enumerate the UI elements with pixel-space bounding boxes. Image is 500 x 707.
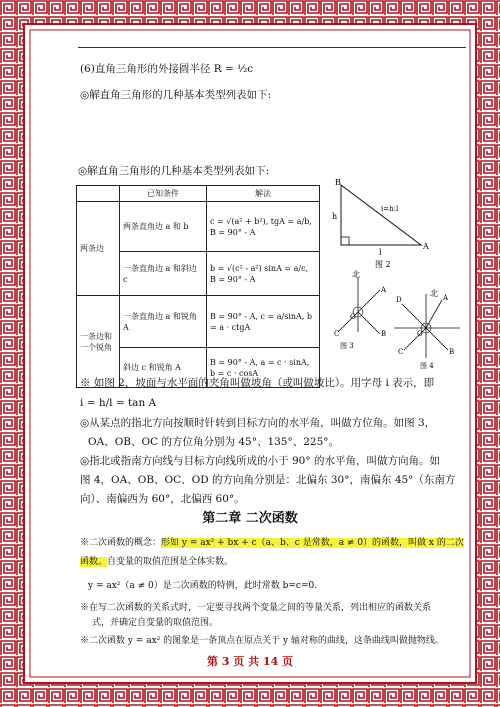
fig4-label-D: D (396, 296, 402, 304)
quadratic-definition (80, 536, 464, 550)
fig4-north-label: 北 (430, 289, 438, 298)
figure-4-direction-diagram (390, 288, 462, 370)
fig3-caption: 图 3 (340, 342, 354, 350)
figure-3-bearing-diagram (330, 270, 390, 350)
table-header-cell: 已知条件 (120, 186, 207, 202)
table-solution-cell: c = √(a² + b²), tgA = a/b, B = 90° - A (207, 202, 320, 252)
fig2-label-A: A (423, 242, 429, 251)
quadratic-domain: 自变量的取值范围是全体实数。 (107, 557, 234, 567)
table-solution-cell: B = 90° - A, a = c · sinA, b = c · cosA (207, 348, 320, 388)
direction-angle-line-2: 图 4，OA、OB、OC、OD 的方向角分别是：北偏东 30°，南偏东 45°（东南方 (80, 474, 456, 486)
table-header-cell: 解法 (207, 186, 320, 202)
fig2-label-h: h (332, 212, 338, 221)
list-intro-2: ◎解直角三角形的几种基本类型列表如下: (78, 165, 270, 177)
list-intro-1: ◎解直角三角形的几种基本类型列表如下: (80, 89, 272, 101)
fig4-label-C: C (398, 348, 404, 356)
quadratic-note-2: 式，并确定自变量的取值范围。 (92, 618, 219, 628)
quadratic-definition-cont (80, 555, 233, 569)
bearing-definition-line-1: ◎从某点的指北方向按顺时针转到目标方向的水平角，叫做方位角。如图 3， (80, 417, 436, 429)
fig4-label-O: O (417, 330, 423, 338)
fig3-label-B: B (381, 330, 387, 338)
quadratic-definition-highlight: 形如 y = ax² + bx + c（a、b、c 是常数，a ≠ 0）的函数，叫做 x 的二次 (161, 538, 464, 548)
table-header-row (77, 186, 320, 202)
fig3-label-A: A (381, 286, 387, 294)
fig2-caption: 图 2 (375, 260, 391, 269)
fig3-label-C: C (334, 330, 340, 338)
figure-2-slope-triangle (325, 175, 430, 270)
direction-angle-line-3: 向）、南偏西为 60°，北偏西 60°。 (80, 493, 245, 505)
table-solution-cell: B = 90° - A, c = a/sinA, b = a · ctgA (207, 296, 320, 348)
fig4-caption: 图 4 (420, 362, 434, 370)
quadratic-definition-highlight-2: 函数。 (80, 557, 108, 567)
solving-right-triangle-table (76, 185, 320, 388)
table-header-cell (77, 186, 120, 202)
fig4-label-B: B (449, 348, 455, 356)
item-6-circumradius: (6)直角三角形的外接圆半径 R = ½c (80, 63, 254, 75)
fig2-label-l: l (379, 248, 382, 257)
slope-formula: i = h/l = tan A (80, 397, 157, 409)
header-rule (78, 47, 466, 48)
chapter-title: 第二章 二次函数 (202, 511, 298, 526)
table-condition-cell: 斜边 c 和锐角 A (120, 348, 207, 388)
document-page (40, 40, 464, 668)
bearing-definition-line-2: OA、OB、OC 的方位角分别为 45°、135°、225°。 (88, 436, 340, 448)
quadratic-definition-prefix: ※二次函数的概念： (80, 538, 162, 548)
fig3-label-O: O (350, 313, 356, 321)
table-row (77, 296, 320, 348)
fig2-label-B: B (335, 178, 341, 187)
fig3-north-label: 北 (352, 270, 360, 279)
table-condition-cell: 两条直角边 a 和 b (120, 202, 207, 252)
table-condition-cell: 一条直角边 a 和斜边 c (120, 252, 207, 296)
table-group-cell: 两条边 (77, 202, 120, 296)
fig4-label-A: A (443, 294, 449, 302)
table-row (77, 202, 320, 252)
direction-angle-line-1: ◎指北或指南方向线与目标方向线所成的小于 90° 的水平角，叫做方向角。如 (80, 455, 440, 467)
page-number-footer: 第 3 页 共 14 页 (206, 655, 294, 668)
quadratic-note-1: ※在写二次函数的关系式时，一定要寻找两个变量之间的等量关系，列出相应的函数关系 (80, 603, 432, 613)
slope-definition: ※ 如图 2，坡面与水平面的夹角叫做坡角（或叫做坡比）。用字母 i 表示，即 (80, 377, 435, 389)
quadratic-special-case: y = ax²（a ≠ 0）是二次函数的特例，此时常数 b=c=0. (88, 581, 318, 591)
quadratic-note-3: ※二次函数 y = ax² 的图象是一条顶点在原点关于 y 轴对称的曲线，这条曲线叫做抛物线。 (80, 636, 444, 646)
fig2-label-slope: i=h:l (381, 205, 399, 213)
table-group-cell: 一条边和一个锐角 (77, 296, 120, 388)
table-solution-cell: b = √(c² - a²) sinA = a/c, B = 90° - A (207, 252, 320, 296)
table-condition-cell: 一条直角边 a 和锐角 A (120, 296, 207, 348)
